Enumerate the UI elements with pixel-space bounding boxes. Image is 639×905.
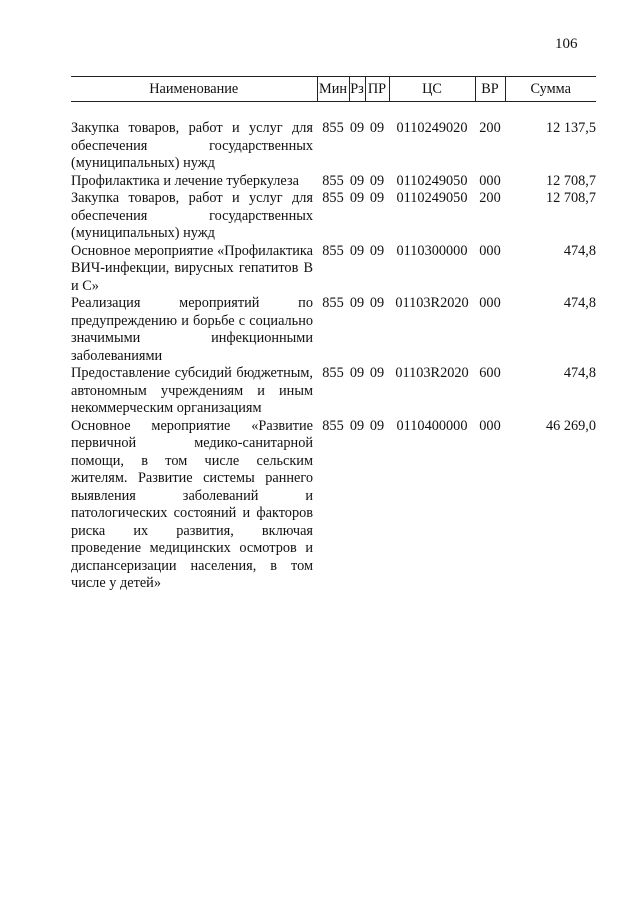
table-header-row [71, 77, 596, 102]
cell-rz: 09 [349, 365, 365, 381]
cell-sum: 12 708,7 [545, 190, 596, 206]
cell-min: 855 [322, 365, 344, 381]
cell-cs: 0110249050 [396, 172, 468, 189]
cell-pr: 09 [369, 295, 385, 311]
cell-pr: 09 [369, 365, 385, 381]
cell-rz: 09 [349, 417, 365, 434]
table-row [71, 365, 596, 418]
cell-sum: 474,8 [563, 295, 596, 311]
cell-name: Основное мероприятие «Развитие первичной медико-санитарной помощи, в том числе сельским жителям. Развитие системы раннего выявления заболеваний и патологических состояний и факторов риска их развития, включая проведение медицинских осмотров и диспансеризации населения, в том числе у детей» [71, 417, 313, 591]
cell-name: Предоставление субсидий бюджетным, автономным учреждениям и иным некоммерческим организациям [71, 365, 313, 416]
cell-sum: 12 708,7 [545, 172, 596, 189]
budget-table [71, 76, 596, 593]
header-sum: Сумма [505, 77, 596, 102]
header-vr: ВР [475, 77, 505, 102]
cell-rz: 09 [349, 120, 365, 136]
cell-cs: 0110249020 [396, 120, 468, 136]
cell-name: Закупка товаров, работ и услуг для обеспечения государственных (муниципальных) нужд [71, 190, 313, 241]
header-spacer [71, 102, 596, 121]
cell-vr: 000 [479, 295, 501, 311]
page-number: 106 [555, 36, 578, 52]
cell-min: 855 [322, 242, 344, 259]
cell-min: 855 [322, 417, 344, 434]
cell-pr: 09 [369, 242, 385, 259]
cell-vr: 600 [479, 365, 501, 381]
cell-vr: 000 [479, 172, 501, 189]
cell-name: Реализация мероприятий по предупреждению и борьбе с социально значимыми инфекционными заболеваниями [71, 295, 313, 364]
cell-rz: 09 [349, 242, 365, 259]
cell-cs: 01103R2020 [395, 365, 469, 381]
cell-min: 855 [322, 295, 344, 311]
cell-cs: 0110249050 [396, 190, 468, 206]
cell-name: Профилактика и лечение туберкулеза [71, 172, 299, 189]
header-min: Мин [317, 77, 349, 102]
cell-vr: 200 [479, 190, 501, 206]
table-row [71, 295, 596, 365]
header-rz: Рз [349, 77, 365, 102]
table-row [71, 173, 596, 191]
cell-pr: 09 [369, 120, 385, 136]
cell-pr: 09 [369, 172, 385, 189]
cell-vr: 200 [479, 120, 501, 136]
cell-sum: 474,8 [563, 365, 596, 381]
cell-pr: 09 [369, 417, 385, 434]
cell-pr: 09 [369, 190, 385, 206]
cell-rz: 09 [349, 295, 365, 311]
cell-name: Закупка товаров, работ и услуг для обеспечения государственных (муниципальных) нужд [71, 120, 313, 171]
cell-sum: 12 137,5 [545, 120, 596, 136]
cell-sum: 46 269,0 [545, 417, 596, 434]
table-row [71, 418, 596, 593]
header-cs: ЦС [389, 77, 475, 102]
cell-rz: 09 [349, 190, 365, 206]
cell-min: 855 [322, 190, 344, 206]
cell-cs: 01103R2020 [395, 295, 469, 311]
header-pr: ПР [365, 77, 389, 102]
cell-min: 855 [322, 120, 344, 136]
header-name: Наименование [71, 77, 317, 102]
cell-cs: 0110400000 [396, 417, 468, 434]
cell-rz: 09 [349, 172, 365, 189]
cell-cs: 0110300000 [396, 242, 468, 259]
cell-min: 855 [322, 172, 344, 189]
cell-sum: 474,8 [563, 242, 596, 259]
cell-name: Основное мероприятие «Профилактика ВИЧ-инфекции, вирусных гепатитов В и С» [71, 242, 313, 294]
cell-vr: 000 [479, 242, 501, 259]
cell-vr: 000 [479, 417, 501, 434]
table-row [71, 243, 596, 296]
table-row [71, 190, 596, 243]
table-row [71, 120, 596, 173]
